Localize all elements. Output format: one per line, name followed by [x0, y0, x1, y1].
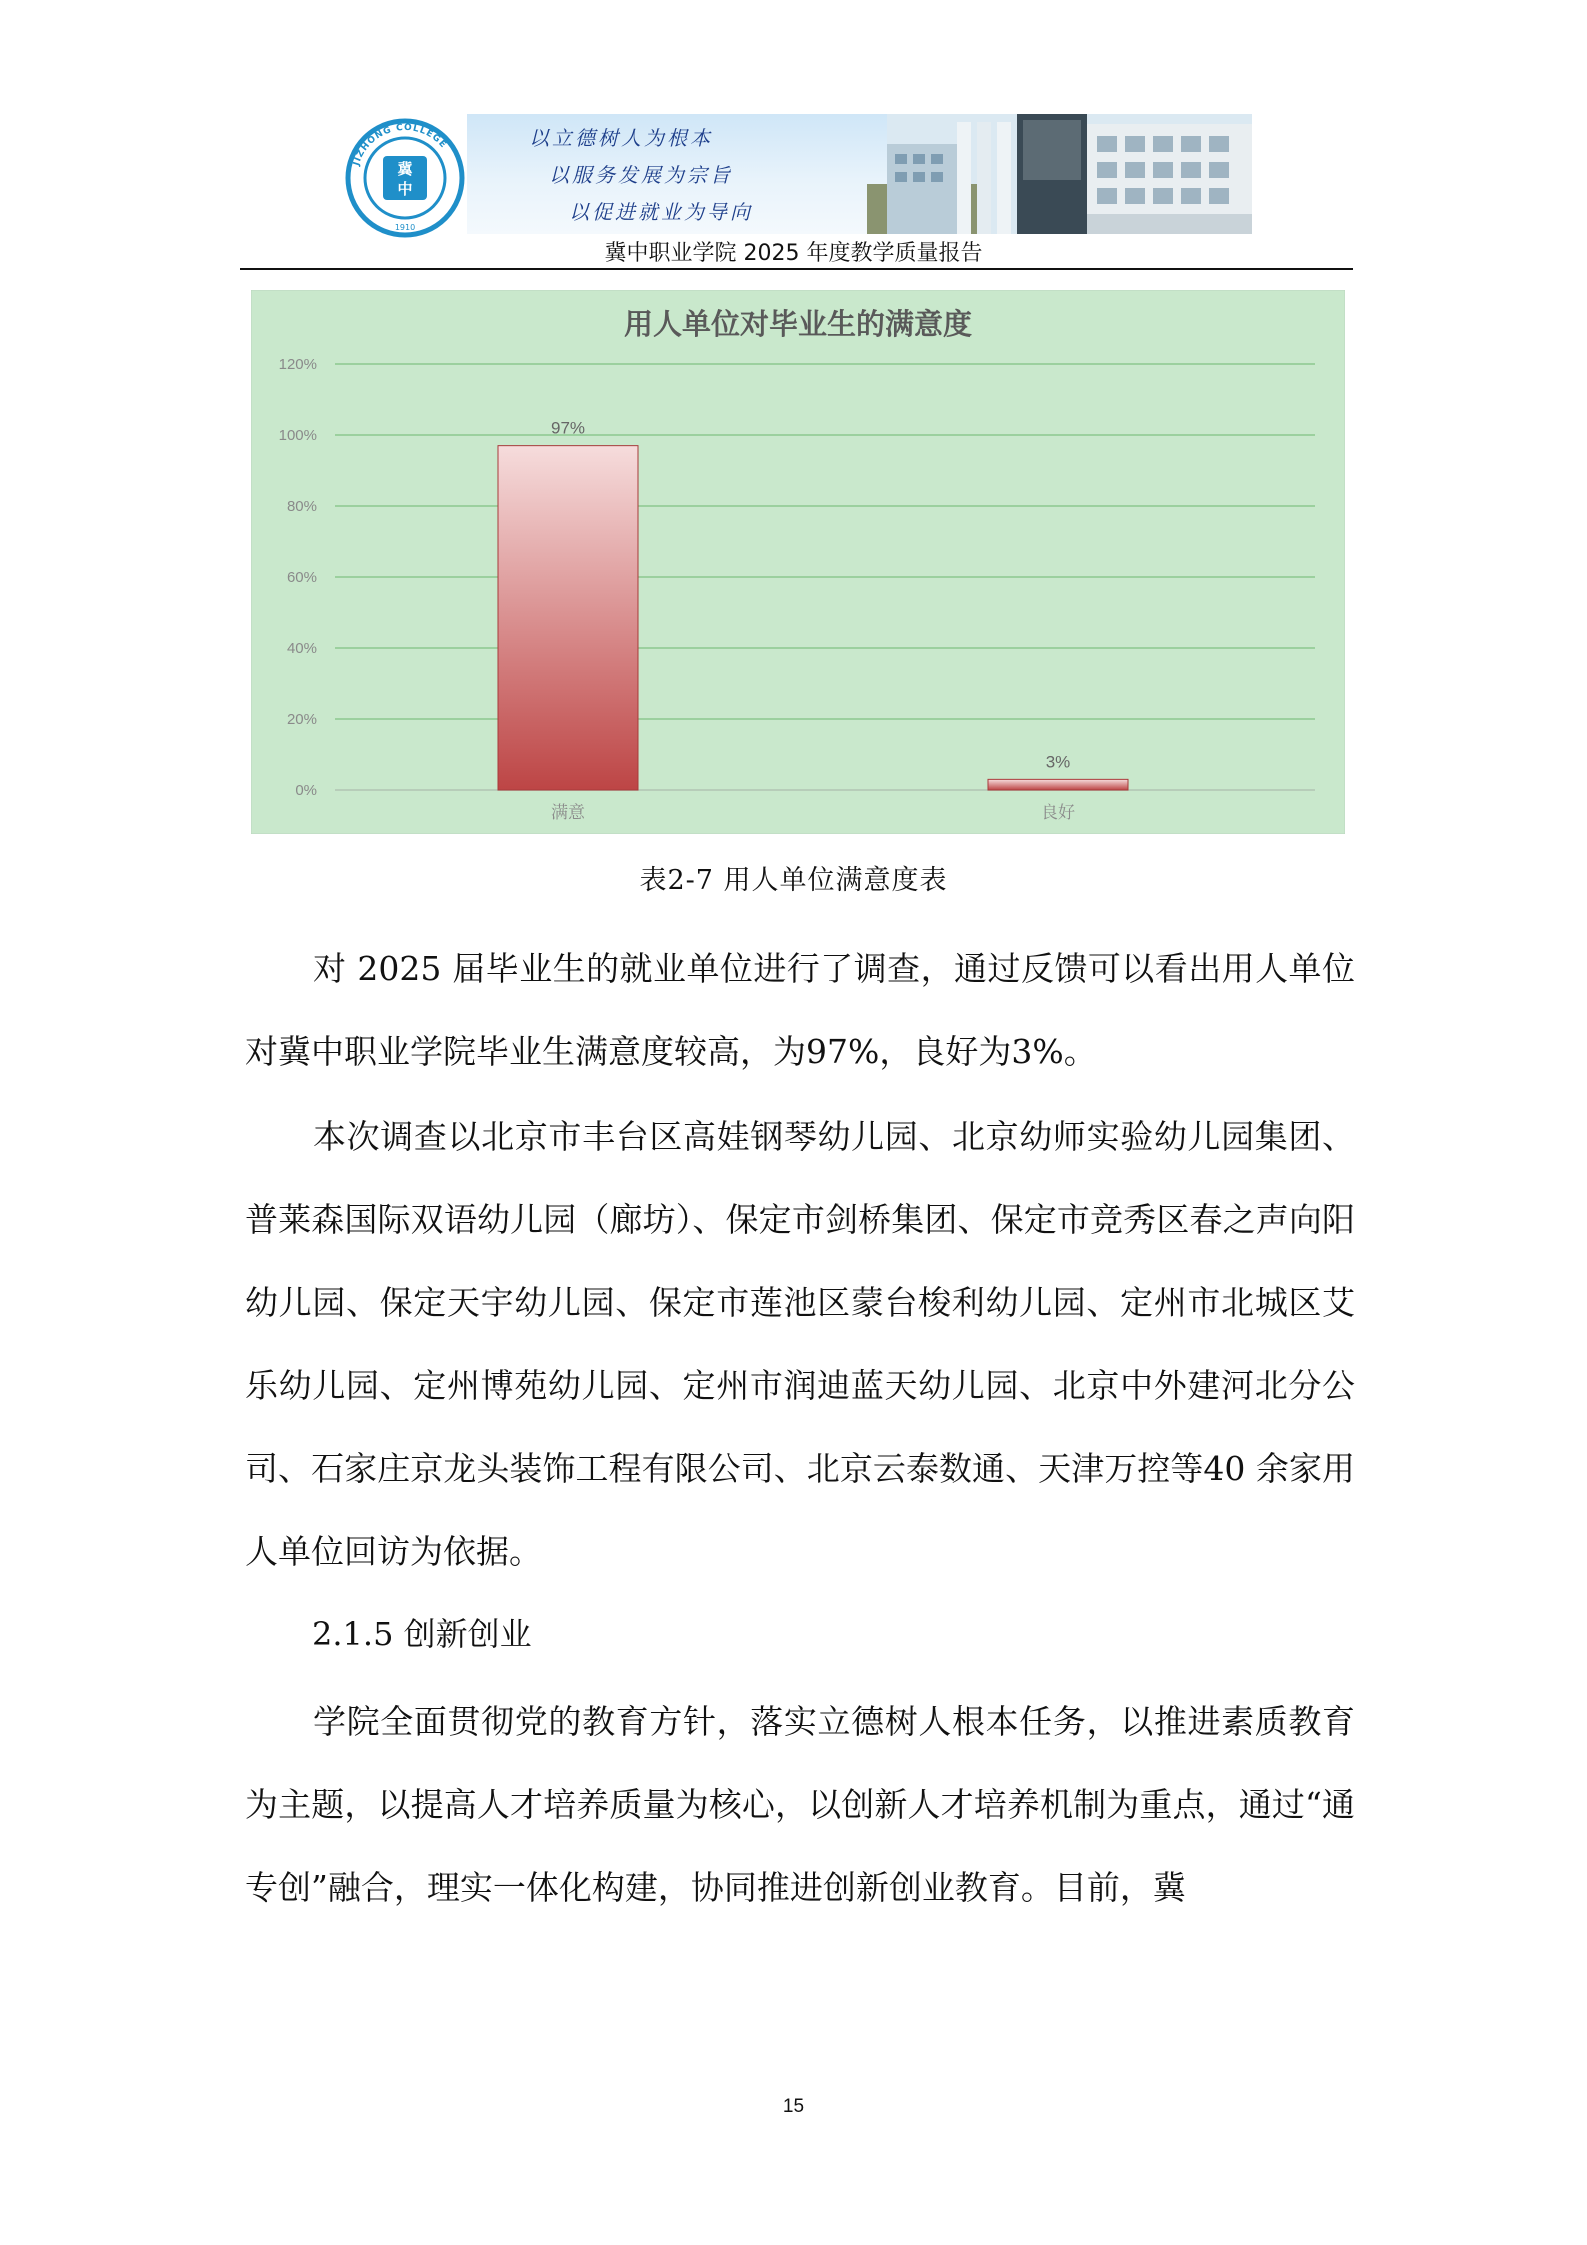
x-tick-label: 良好: [1041, 803, 1075, 823]
y-tick-label: 120%: [278, 356, 317, 373]
bar-1: [498, 446, 638, 790]
y-tick-label: 80%: [286, 498, 317, 515]
data-label: 97%: [550, 418, 586, 438]
paragraph-innovation: 学院全面贯彻党的教育方针，落实立德树人根本任务，以推进素质教育为主题，以提高人才培养质量为核心，以创新人才培养机制为重点，通过“通专创”融合，理实一体化构建，协同推进创新创业教育。目前，冀: [245, 1702, 1355, 1907]
chart-title: 用人单位对毕业生的满意度: [623, 307, 973, 341]
paragraph-survey-result: 对 2025 届毕业生的就业单位进行了调查，通过反馈可以看出用人单位对冀中职业学院毕业生满意度较高，为97%，良好为3%。: [245, 949, 1355, 1071]
logo-ring-text: JIZHONG COLLEGE: [351, 122, 449, 167]
table-caption: 表2-7 用人单位满意度表: [639, 865, 948, 896]
college-logo: [345, 118, 465, 238]
slogan-2: 以服务发展为宗旨: [549, 163, 733, 187]
report-title: 冀中职业学院 2025 年度教学质量报告: [604, 241, 983, 266]
logo-char-bottom: 中: [397, 180, 413, 198]
y-tick-label: 100%: [278, 427, 317, 444]
paragraph-survey-scope: 本次调查以北京市丰台区高娃钢琴幼儿园、北京幼师实验幼儿园集团、普莱森国际双语幼儿园（廊坊）、保定市剑桥集团、保定市竞秀区春之声向阳幼儿园、保定天宇幼儿园、保定市莲池区蒙台梭利幼儿园、定州市北城区艾乐幼儿园、定州博苑幼儿园、定州市润迪蓝天幼儿园、北京中外建河北分公司、石家庄京龙头装饰工程有限公司、北京云泰数通、天津万控等40 余家用人单位回访为依据。: [245, 1117, 1355, 1571]
y-tick-label: 0%: [295, 782, 317, 799]
header-banner: [467, 114, 1252, 234]
header-rule: [240, 268, 1353, 270]
slogan-3: 以促进就业为导向: [569, 200, 753, 224]
data-label: 3%: [1045, 752, 1071, 772]
y-tick-label: 20%: [286, 711, 317, 728]
satisfaction-bar-chart: [251, 290, 1345, 834]
x-tick-label: 满意: [551, 803, 585, 823]
section-heading: 2.1.5 创新创业: [312, 1615, 532, 1653]
page-number: 15: [782, 2096, 805, 2117]
bar-2: [988, 779, 1128, 790]
chart-background: [251, 290, 1345, 834]
logo-year: 1910: [394, 223, 416, 232]
y-tick-label: 40%: [286, 640, 317, 657]
y-tick-label: 60%: [286, 569, 317, 586]
slogan-1: 以立德树人为根本: [529, 126, 713, 150]
logo-char-top: 冀: [397, 160, 413, 178]
